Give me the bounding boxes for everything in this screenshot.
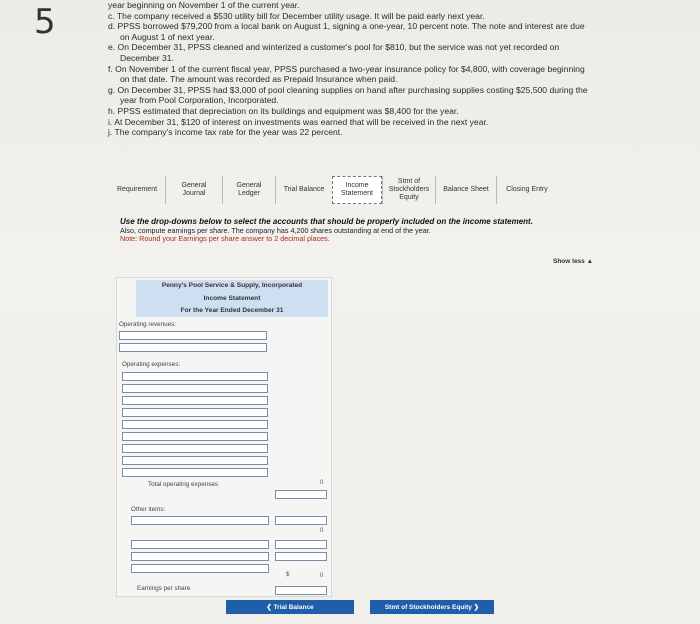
problem-line: f. On November 1 of the current fiscal year, PPSS purchased a two-year insurance policy for $4,800, with coverage beginning [108,63,585,74]
problem-line: c. The company received a $530 utility bill for December utility usage. It will be paid early next year. [108,10,485,21]
company-name: Penny's Pool Service & Supply, Incorporated [161,282,303,289]
expense-account-select[interactable] [122,408,268,417]
problem-line: on that date. The amount was recorded as Prepaid Insurance when paid. [120,74,398,85]
expense-account-select[interactable] [122,444,268,453]
tab-income-statement[interactable]: Income Statement [332,176,382,204]
expense-account-select[interactable] [122,384,268,393]
tab-balance-sheet[interactable]: Balance Sheet [435,176,496,204]
prev-trial-balance-button[interactable]: ❮ Trial Balance [226,600,354,614]
revenue-account-select[interactable] [119,331,267,340]
earnings-per-share-label: Earnings per share [137,585,191,592]
problem-line: year from Pool Corporation, Incorporated. [120,95,279,106]
problem-line: e. On December 31, PPSS cleaned and winterized a customer's pool for $810, but the service was not yet recorded on [108,42,560,53]
problem-line: i. At December 31, $120 of interest on investments was earned that will be received in the next year. [108,116,489,127]
tab-closing-entry[interactable]: Closing Entry [496,176,557,204]
statement-period: For the Year Ended December 31 [180,307,284,314]
instructions-sub: Also, compute earnings per share. The company has 4,200 shares outstanding at end of the year. [120,225,431,235]
problem-line: d. PPSS borrowed $79,200 from a local bank on August 1, signing a one-year, 10 percent note. The note and interest are due [108,21,585,32]
other-item-amount-input[interactable] [275,552,327,561]
expense-account-select[interactable] [122,420,268,429]
instructions [120,218,610,244]
tab-trial-balance[interactable]: Trial Balance [275,176,332,204]
net-income-value: 0 [320,573,324,579]
other-items-total-value: 0 [320,528,324,534]
problem-line: on August 1 of next year. [120,31,215,42]
dollar-sign: $ [286,572,290,578]
statement-title: Income Statement [203,295,261,302]
earnings-per-share-input[interactable] [275,586,327,595]
expense-account-select[interactable] [122,456,268,465]
problem-line: j. The company's income tax rate for the year was 22 percent. [108,127,343,138]
tab-requirement[interactable]: Requirement [116,186,158,193]
expense-account-select[interactable] [122,372,268,381]
expense-account-select[interactable] [122,396,268,405]
instructions-note: Note: Round your Earnings per share answer to 2 decimal places. [120,234,330,244]
requirement-tabs [109,176,557,204]
other-items-label: Other items: [131,506,166,513]
total-operating-expenses-field [275,490,327,499]
tab-general-journal[interactable]: General Journal [165,176,222,204]
total-operating-expenses-value: 0 [320,480,324,486]
next-stockholders-equity-button[interactable]: Stmt of Stockholders Equity ❯ [370,600,494,614]
operating-expenses-label: Operating expenses: [122,361,181,368]
problem-line: year beginning on November 1 of the current year. [108,0,300,10]
expense-account-select[interactable] [122,468,268,477]
problem-line: h. PPSS estimated that depreciation on its buildings and equipment was $8,400 for the year. [108,105,459,116]
total-operating-expenses-label: Total operating expenses [148,481,219,488]
question-number: 5 [34,2,56,42]
problem-line: g. On December 31, PPSS had $3,000 of pool cleaning supplies on hand after purchasing supplies costing $25,500 during the [108,84,588,95]
other-item-select[interactable] [131,516,269,525]
problem-line: December 31. [120,52,174,63]
statement-header [136,280,328,317]
tab-stmt-stockholders-equity[interactable]: Stmt of Stockholders Equity [382,176,435,204]
revenue-account-select[interactable] [119,343,267,352]
other-item-select[interactable] [131,540,269,549]
expense-account-select[interactable] [122,432,268,441]
net-income-select[interactable] [131,564,269,573]
other-item-select[interactable] [131,552,269,561]
other-item-amount-input[interactable] [275,540,327,549]
instructions-main: Use the drop-downs below to select the accounts that should be properly included on the income statement. [120,217,533,226]
operating-revenues-label: Operating revenues: [119,321,177,328]
show-less-toggle[interactable]: Show less ▲ [553,258,594,265]
tab-general-ledger[interactable]: General Ledger [222,176,275,204]
other-item-amount-input[interactable] [275,516,327,525]
problem-text [108,0,668,138]
